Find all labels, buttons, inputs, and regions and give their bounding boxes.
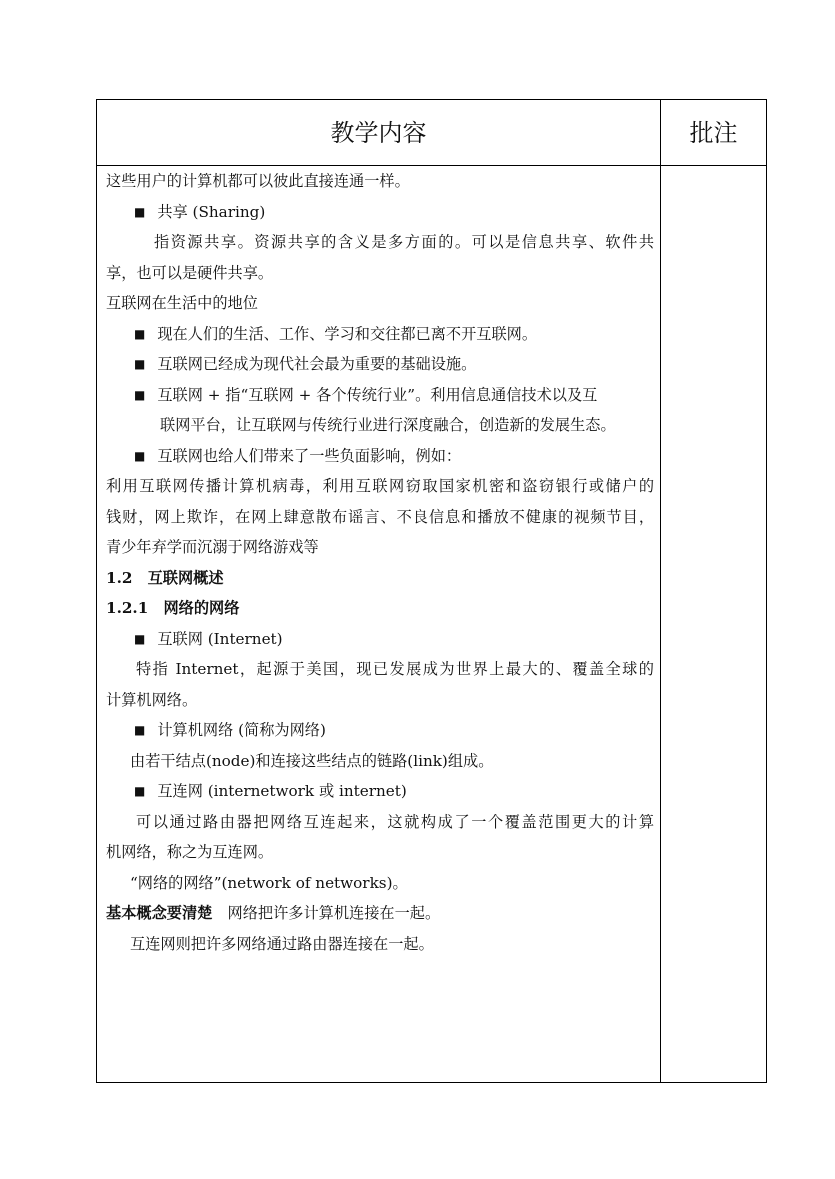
- subsection-heading: 1.2.1 网络的网络: [106, 599, 240, 617]
- concept-text: 网络把许多计算机连接在一起。: [227, 904, 441, 922]
- square-bullet-icon: ■: [134, 631, 146, 646]
- lesson-table: [96, 99, 767, 1083]
- text-line: 互联网在生活中的地位: [106, 294, 258, 312]
- square-bullet-icon: ■: [134, 326, 146, 341]
- column-divider: [660, 100, 661, 1082]
- text-line: 机网络，称之为互连网。: [106, 843, 274, 861]
- bullet-text: 互联网也给人们带来了一些负面影响，例如：: [157, 446, 462, 465]
- header-notes: 批注: [689, 119, 738, 147]
- text-line: 特指 Internet，起源于美国，现已发展成为世界上最大的、覆盖全球的: [136, 660, 654, 678]
- square-bullet-icon: ■: [134, 723, 146, 737]
- square-bullet-icon: ■: [134, 784, 146, 798]
- concept-line: [106, 898, 654, 929]
- text-line: 由若干结点(node)和连接这些结点的链路(link)组成。: [130, 751, 494, 770]
- text-line: 互连网则把许多网络通过路由器连接在一起。: [130, 934, 434, 953]
- text-line: 可以通过路由器把网络互连起来，这就构成了一个覆盖范围更大的计算: [136, 812, 654, 831]
- bullet-text: 共享 (Sharing): [157, 202, 266, 221]
- bullet-item: [106, 441, 654, 472]
- text-line: “网络的网络”(network of networks)。: [130, 873, 408, 892]
- section-heading: 1.2 互联网概述: [106, 568, 224, 587]
- square-bullet-icon: ■: [134, 357, 146, 371]
- bullet-item: [106, 715, 654, 746]
- bullet-item: [106, 380, 654, 411]
- text-line: 这些用户的计算机都可以彼此直接连通一样。: [106, 172, 410, 190]
- bullet-item: [106, 776, 654, 807]
- teaching-content-cell: [97, 166, 660, 959]
- bullet-text: 互连网 (internetwork 或 internet): [157, 782, 407, 800]
- header-teaching-content: 教学内容: [330, 119, 427, 147]
- bullet-text: 计算机网络 (简称为网络): [157, 721, 326, 739]
- text-line: 计算机网络。: [106, 690, 198, 709]
- concept-label: 基本概念要清楚: [106, 904, 213, 922]
- text-line: 青少年弃学而沉溺于网络游戏等: [106, 538, 319, 556]
- bullet-text: 互联网已经成为现代社会最为重要的基础设施。: [157, 355, 477, 373]
- table-header-row: [97, 100, 766, 166]
- text-line: 享，也可以是硬件共享。: [106, 263, 274, 282]
- square-bullet-icon: ■: [134, 204, 146, 219]
- square-bullet-icon: ■: [134, 448, 146, 463]
- bullet-text: 互联网 (Internet): [157, 629, 283, 648]
- bullet-item: [106, 197, 654, 228]
- bullet-item: [106, 319, 654, 350]
- bullet-text: 现在人们的生活、工作、学习和交往都已离不开互联网。: [157, 324, 538, 343]
- square-bullet-icon: ■: [134, 387, 146, 402]
- bullet-text: 互联网 + 指“互联网 + 各个传统行业”。利用信息通信技术以及互: [157, 385, 598, 404]
- bullet-item: [106, 624, 654, 655]
- text-line: 钱财，网上欺诈，在网上肆意散布谣言、不良信息和播放不健康的视频节目，: [106, 507, 654, 526]
- bullet-item: [106, 349, 654, 380]
- text-line: 联网平台，让互联网与传统行业进行深度融合，创造新的发展生态。: [160, 416, 616, 434]
- text-line: 指资源共享。资源共享的含义是多方面的。可以是信息共享、软件共: [154, 233, 654, 251]
- text-line: 利用互联网传播计算机病毒，利用互联网窃取国家机密和盗窃银行或储户的: [106, 477, 654, 495]
